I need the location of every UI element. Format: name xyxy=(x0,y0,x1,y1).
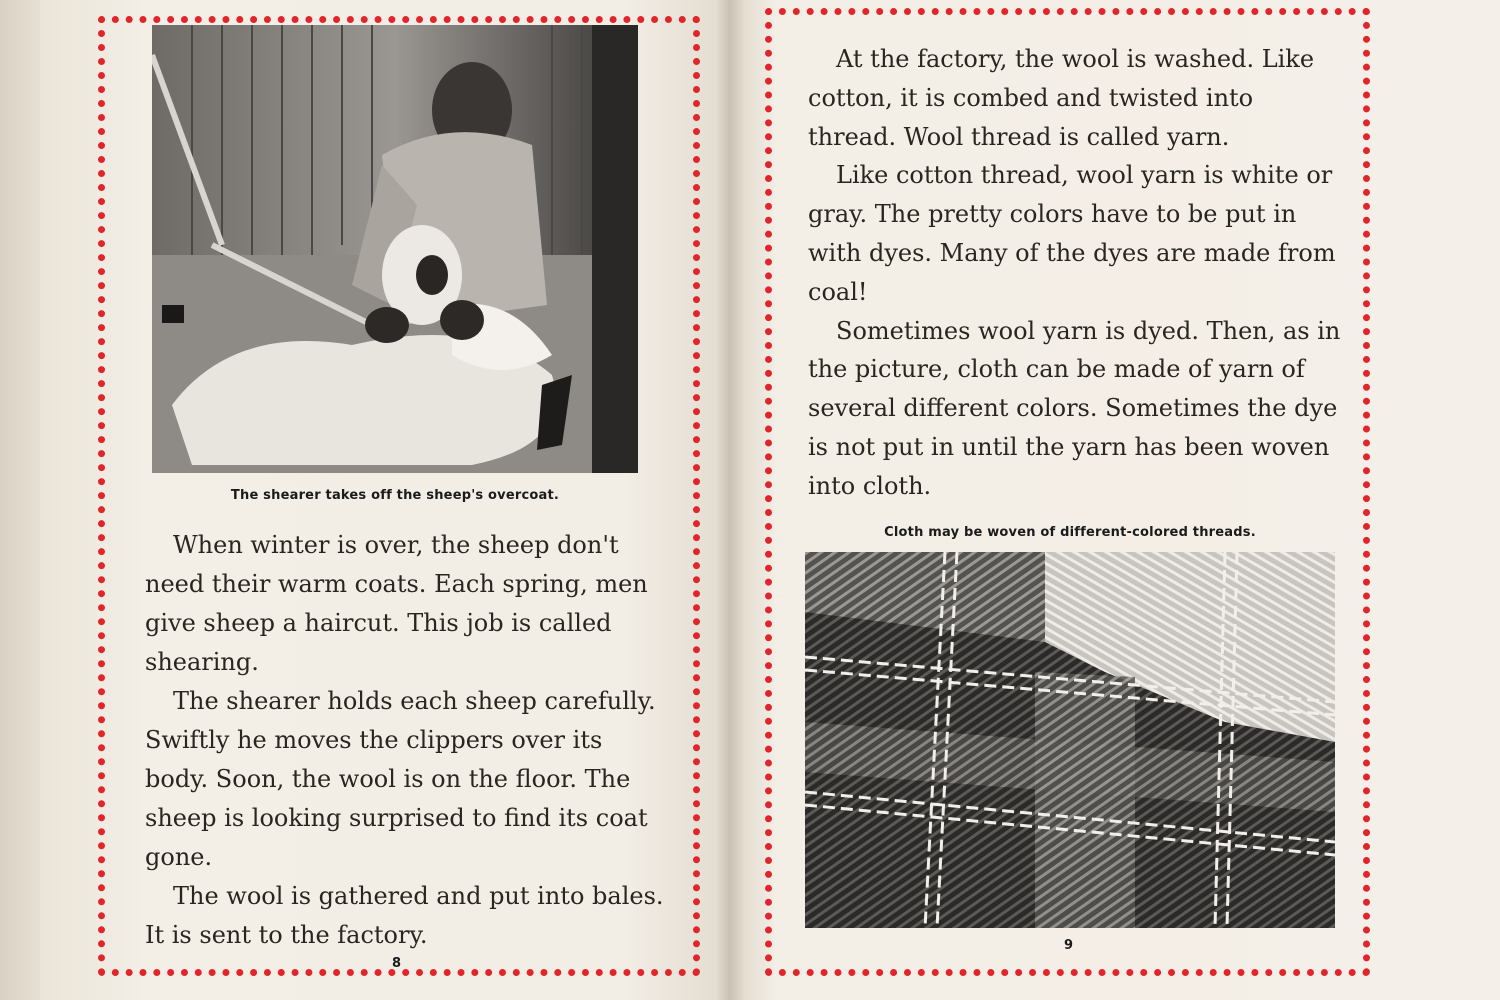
left-paragraph-1: When winter is over, the sheep don't need their warm coats. Each spring, men give sheep a haircut. This job is called shearing. xyxy=(145,531,648,676)
right-paragraph-1: At the factory, the wool is washed. Like cotton, it is combed and twisted into thread. Wool thread is called yarn. xyxy=(808,45,1315,151)
left-page-number: 8 xyxy=(392,956,402,971)
right-paragraph-2: Like cotton thread, wool yarn is white or gray. The pretty colors have to be put in with dyes. Many of the dyes are made from coal! xyxy=(808,161,1336,306)
right-paragraph-3: Sometimes wool yarn is dyed. Then, as in the picture, cloth can be made of yarn of several different colors. Sometimes the dye is not put in until the yarn has been woven into cloth. xyxy=(808,316,1341,500)
plaid-cloth-photo xyxy=(805,552,1335,928)
sheep-shearing-photo xyxy=(152,25,638,473)
left-body-text xyxy=(145,526,665,955)
right-body-text xyxy=(808,40,1343,506)
right-page-number: 9 xyxy=(1064,938,1074,953)
left-photo-caption: The shearer takes off the sheep's overcoat. xyxy=(230,488,560,503)
left-paragraph-2: The shearer holds each sheep carefully. Swiftly he moves the clippers over its body. Soon, the wool is on the floor. The sheep is looking surprised to find its coat gone. xyxy=(145,687,656,871)
left-paragraph-3: The wool is gathered and put into bales. It is sent to the factory. xyxy=(145,882,664,949)
book-gutter xyxy=(715,0,745,1000)
right-photo-caption: Cloth may be woven of different-colored threads. xyxy=(884,525,1256,540)
